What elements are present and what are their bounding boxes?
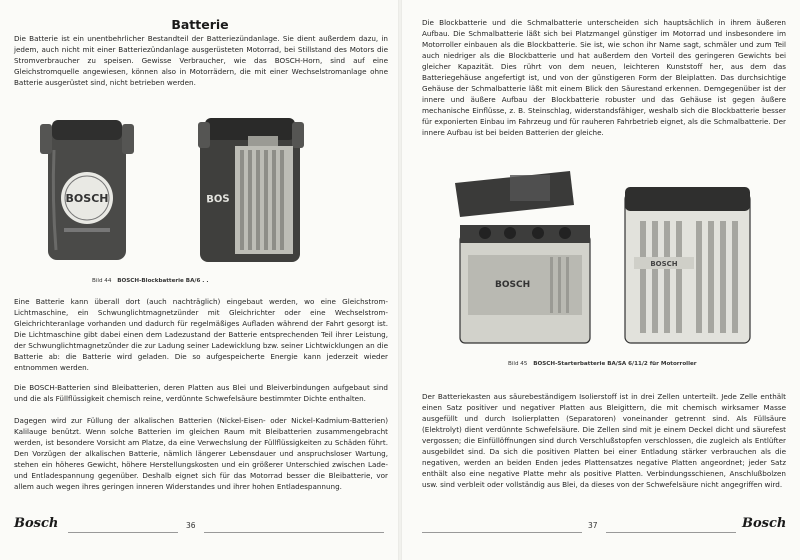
figure-44-block-battery-illustration bbox=[30, 110, 330, 270]
figure-45-number: Bild 45 bbox=[508, 361, 528, 367]
footer-rule-left bbox=[68, 532, 178, 533]
right-page bbox=[400, 0, 800, 560]
page-number-left: 36 bbox=[186, 521, 196, 530]
svg-text:BOSCH: BOSCH bbox=[650, 260, 678, 268]
block-battery-cutaway-icon bbox=[198, 118, 304, 262]
svg-text:BOSCH: BOSCH bbox=[65, 192, 109, 205]
closed-starter-battery-icon bbox=[625, 187, 750, 343]
right-paragraph-2: Der Batteriekasten aus säurebeständigem Isolierstoff ist in drei Zellen unterteilt. Jede Zelle enthält einen Satz positiver und negativer Platten aus Bleigittern, die mit chemisch wirksamer Masse ausgefüllt und durch Isolierplatten (Separatoren) voneinander getrennt sind. Als Füllsäure (Elektrolyt) dient verdünnte Schwefelsäure. Die Zellen sind mit je einem Deckel dicht und säurefest vergossen; die Einfüllöffnungen sind durch Verschlußstopfen verschlossen, die zugleich als Entlüfter ausgebildet sind. Da sich die positiven Platten bei einer Entladung stärker verbrauchen als die negativen, werden an beiden Enden jedes Plattensatzes negative Platten angeordnet; jeder Satz enthält also eine negative Platte mehr als positive Platten. Verbindungsschienen, Anschlußbolzen usw. sind verbleit oder vollständig aus Blei, da dieses von der Schwefelsäure nicht angegriffen wird. bbox=[422, 392, 786, 489]
figure-44-caption bbox=[92, 278, 208, 284]
left-paragraph-4: Dagegen wird zur Füllung der alkalischen Batterien (Nickel-Eisen- oder Nickel-Kadmium-Batterien) Kalilauge benützt. Wenn solche Batterien im gleichen Raum mit Bleibatterien zusammengebracht werden, ist besondere Vorsicht am Platze, da eine Verwechslung der Füllflüssigkeiten zu Schäden führt. Den Vorzügen der alkalischen Batterie, nämlich längerer Lebensdauer und anspruchsloser Wartung, stehen ein höheres Gewicht, höhere Herstellungskosten und ein größerer Unterschied zwischen Lade- und Entladespannung gegenüber. Deshalb eignet sich für das Motorrad besser die Bleibatterie, vor allem auch wegen ihres geringen inneren Widerstandes und ihrer hohen Entladespannung. bbox=[14, 416, 388, 491]
bosch-logo-right: Bosch bbox=[742, 516, 787, 531]
left-paragraph-2: Eine Batterie kann überall dort (auch nachträglich) eingebaut werden, wo eine Gleichstrom-Lichtmaschine, ein Schwunglichtmagnetzünder mit Gleichrichter oder eine Wechselstrom-Gleichrichteranlage vorhanden und dadurch für regelmäßiges Aufladen während der Fahrt gesorgt ist. Die Lichtmaschine gibt dabei einen dem Ladezustand der Batterie entsprechenden Teil ihrer Leistung, der Schwunglichtmagnetzünder die zur Ladung seiner Ladewicklung bzw. seiner Lichtwicklungen an die Batterie ab: die Batterie wird geladen. Die so aufgespeicherte Energie kann jederzeit wieder entnommen werden. bbox=[14, 297, 388, 372]
svg-text:BOS: BOS bbox=[206, 193, 230, 206]
page-title: Batterie bbox=[171, 17, 229, 32]
left-paragraph-3: Die BOSCH-Batterien sind Bleibatterien, deren Platten aus Blei und Bleiverbindungen aufgebaut sind und die als Füllflüssigkeit chemisch reine, verdünnte Schwefelsäure bestimmter Dichte enthalten. bbox=[14, 383, 388, 403]
left-paragraph-1: Die Batterie ist ein unentbehrlicher Bestandteil der Batteriezündanlage. Sie dient außerdem dazu, in jedem, auch nicht mit einer Batteriezündanlage ausgerüsteten Motorrad, bei Stillstand des Motors die Stromverbraucher zu speisen. Gewisse Verbraucher, wie das BOSCH-Horn, sind auf eine Gleichstromquelle angewiesen, können also in Motorrädern, die mit einer Wechselstromanlage ohne Batterie ausgerüstet sind, nicht betrieben werden. bbox=[14, 34, 388, 87]
footer-rule-right-2 bbox=[606, 532, 736, 533]
footer-rule-right bbox=[422, 532, 582, 533]
page-number-right: 37 bbox=[588, 521, 598, 530]
figure-45-starter-battery-illustration bbox=[450, 165, 760, 355]
figure-44-number: Bild 44 bbox=[92, 278, 112, 284]
figure-44-title: BOSCH-Blockbatterie BA/6 . . bbox=[117, 278, 209, 284]
footer-rule-left-2 bbox=[204, 532, 384, 533]
block-battery-exterior-icon bbox=[40, 120, 134, 260]
figure-45-title: BOSCH-Starterbatterie BA/SA 6/11/2 für Motorroller bbox=[533, 361, 697, 367]
figure-45-caption bbox=[508, 361, 697, 367]
bosch-logo-left: Bosch bbox=[14, 516, 59, 531]
open-starter-battery-icon bbox=[455, 171, 590, 343]
svg-text:BOSCH: BOSCH bbox=[495, 280, 531, 290]
right-paragraph-1: Die Blockbatterie und die Schmalbatterie unterscheiden sich hauptsächlich in ihrem äußeren Aufbau. Die Schmalbatterie läßt sich bei Platzmangel günstiger im Motorrad und insbesondere im Motorroller einbauen als die Blockbatterie. Sie ist, wie schon ihr Name sagt, schmäler und zum Teil auch niedriger als die Blockbatterie und hat außerdem den Vorteil des geringeren Gewichts bei gleicher Kapazität. Dies rührt von dem neuen, leichteren Kunststoff her, aus dem das Batteriegehäuse angefertigt ist, und von der günstigeren Form der Bleiplatten. Das durchsichtige Gehäuse der Schmalbatterie läßt mit einem Blick den Säurestand erkennen. Demgegenüber ist der innere und äußere Aufbau der Blockbatterie robuster und das Gehäuse ist gegen äußere mechanische Einflüsse, z. B. Steinschlag, widerstandsfähiger, weshalb sich die Blockbatterie besser für exponierten Einbau im Fahrzeug und für rauheren Fahrbetrieb eignet, als die Schmalbatterie. Der innere Aufbau ist bei beiden Batterien der gleiche. bbox=[422, 18, 786, 137]
